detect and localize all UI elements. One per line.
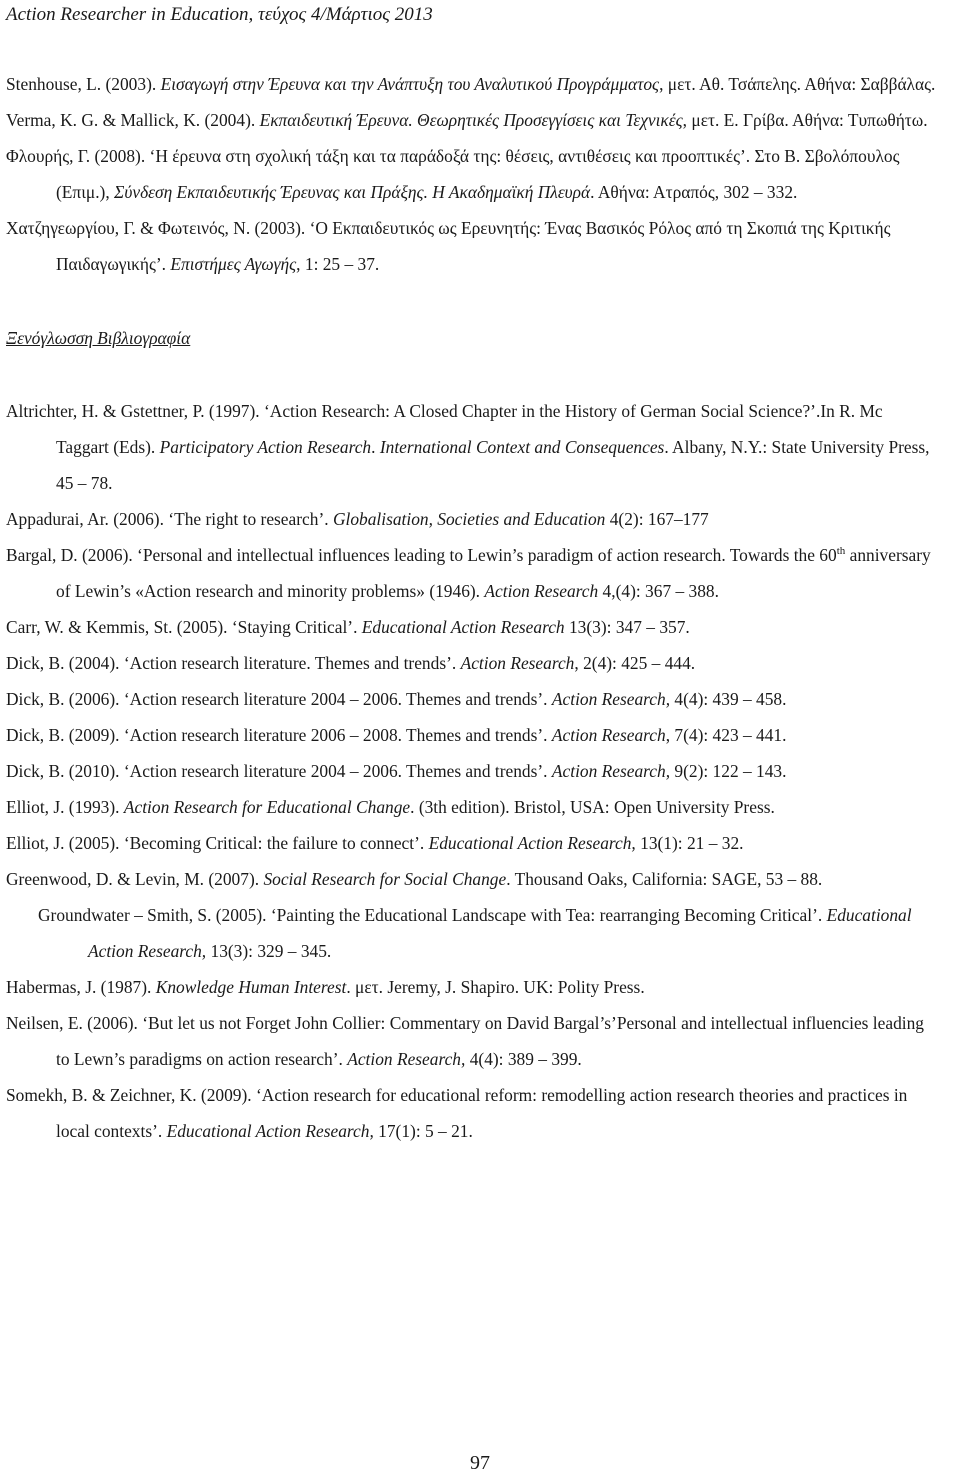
reference-text: Altrichter, H. & Gstettner, P. (1997). ‘Action Research: A Closed Chapter in the History of German Social Science?’.In R. Mc Taggart (Eds). [6, 401, 883, 457]
reference-text: Dick, B. (2010). ‘Action research literature 2004 – 2006. Themes and trends’. [6, 761, 552, 781]
reference-text: . Thousand Oaks, California: SAGE, 53 – 88. [506, 869, 823, 889]
reference-text: Stenhouse, L. (2003). [6, 74, 161, 94]
reference-text: Neilsen, E. (2006). ‘But let us not Forget John Collier: Commentary on David Bargal’s’Personal and intellectual influencies leading to Lewn’s paradigms on action research’. [6, 1013, 924, 1069]
reference-italic-text: Επιστήμες Αγωγής [170, 254, 297, 274]
reference-text: , 2(4): 425 – 444. [574, 653, 696, 673]
reference-text: 4(4): 439 – 458. [670, 689, 787, 709]
reference-text: . Albany, N.Y.: State University Press, 45 – 78. [56, 437, 930, 493]
reference-italic-text: Educational Action Research, [428, 833, 636, 853]
reference-entry [6, 609, 936, 645]
reference-text: Bargal, D. (2006). ‘Personal and intellectual influences leading to Lewin’s paradigm of action research. Towards the 60 [6, 545, 837, 565]
reference-text: 13(3): 329 – 345. [206, 941, 332, 961]
reference-text: , μετ. Αθ. Τσάπελης. Αθήνα: Σαββάλας. [659, 74, 936, 94]
reference-italic-text: Participatory Action Research [159, 437, 372, 457]
reference-italic-text: Action Research for Educational Change [123, 797, 411, 817]
section-heading: Ξενόγλωσση Βιβλιογραφία [6, 328, 191, 348]
reference-text: 4(4): 389 – 399. [465, 1049, 582, 1069]
reference-text: Carr, W. & Kemmis, St. (2005). ‘Staying Critical’. [6, 617, 362, 637]
reference-text: 13(1): 21 – 32. [635, 833, 744, 853]
reference-italic-text: Action Research, [551, 761, 671, 781]
reference-entry [6, 825, 936, 861]
reference-entry [6, 861, 936, 897]
reference-italic-text: Action Research [551, 725, 666, 745]
reference-text: Elliot, J. (1993). [6, 797, 124, 817]
reference-entry [6, 393, 936, 501]
reference-text: . Αθήνα: Ατραπός, 302 – 332. [590, 182, 798, 202]
reference-italic-text: Knowledge Human Interest [155, 977, 347, 997]
reference-text: , 1: 25 – 37. [296, 254, 380, 274]
reference-text: Χατζηγεωργίου, Γ. & Φωτεινός, Ν. (2003). ‘Ο Εκπαιδευτικός ως Ερευνητής: Ένας Βασικός Ρόλος από τη Σκοπιά της Κριτικής Παιδαγωγικής’. [6, 218, 891, 274]
reference-text: Habermas, J. (1987). [6, 977, 156, 997]
reference-italic-text: Σύνδεση Εκπαιδευτικής Έρευνας και Πράξης. Η Ακαδημαϊκή Πλευρά [114, 182, 591, 202]
reference-text: Greenwood, D. & Levin, M. (2007). [6, 869, 264, 889]
bibliography [6, 66, 936, 1149]
reference-text: , 7(4): 423 – 441. [665, 725, 787, 745]
reference-entry [6, 753, 936, 789]
reference-italic-text: Educational Action Research, [88, 905, 912, 961]
reference-text: Appadurai, Ar. (2006). ‘The right to research’. [6, 509, 333, 529]
reference-text: Dick, B. (2009). ‘Action research literature 2006 – 2008. Themes and trends’. [6, 725, 552, 745]
reference-text: 9(2): 122 – 143. [670, 761, 787, 781]
reference-entry [6, 537, 936, 609]
reference-entry [6, 102, 936, 138]
reference-text: 4(2): 167–177 [605, 509, 709, 529]
reference-entry [6, 501, 936, 537]
reference-entry [6, 897, 936, 969]
reference-entry [6, 789, 936, 825]
reference-entry [6, 717, 936, 753]
reference-italic-text: Educational Action Research [361, 617, 565, 637]
greek-reference-list [6, 66, 936, 282]
reference-italic-text: Εισαγωγή στην Έρευνα και την Ανάπτυξη του Αναλυτικού Προγράμματος [160, 74, 660, 94]
reference-text: Dick, B. (2006). ‘Action research literature 2004 – 2006. Themes and trends’. [6, 689, 552, 709]
reference-text: 13(3): 347 – 357. [564, 617, 690, 637]
reference-text: Dick, B. (2004). ‘Action research literature. Themes and trends’. [6, 653, 461, 673]
reference-entry [6, 645, 936, 681]
reference-text: Verma, K. G. & Mallick, K. (2004). [6, 110, 260, 130]
reference-italic-text: Social Research for Social Change [263, 869, 507, 889]
reference-italic-text: Globalisation, Societies and Education [332, 509, 606, 529]
reference-entry [6, 1005, 936, 1077]
page-number: 97 [470, 1452, 490, 1474]
reference-entry [6, 969, 936, 1005]
reference-entry [6, 681, 936, 717]
foreign-reference-list [6, 393, 936, 1149]
reference-text: . μετ. Jeremy, J. Shapiro. UK: Polity Press. [346, 977, 645, 997]
reference-text: th [836, 545, 846, 558]
reference-italic-text: Action Research [484, 581, 599, 601]
reference-text: . (3th edition). Bristol, USA: Open University Press. [410, 797, 775, 817]
reference-text: Φλουρής, Γ. (2008). ‘Η έρευνα στη σχολική τάξη και τα παράδοξά της: θέσεις, αντιθέσεις και προοπτικές’. Στο Β. Σβολόπουλος (Επιμ.), [6, 146, 900, 202]
reference-italic-text: Action Research [460, 653, 575, 673]
reference-text: 4,(4): 367 – 388. [598, 581, 719, 601]
reference-italic-text: International Context and Consequences [379, 437, 665, 457]
reference-text: Elliot, J. (2005). ‘Becoming Critical: the failure to connect’. [6, 833, 429, 853]
running-header: Action Researcher in Education, τεύχος 4/Μάρτιος 2013 [6, 4, 433, 25]
reference-entry [6, 66, 936, 102]
reference-text: , μετ. Ε. Γρίβα. Αθήνα: Τυπωθήτω. [682, 110, 928, 130]
reference-italic-text: Action Research, [347, 1049, 466, 1069]
reference-italic-text: Action Research, [551, 689, 671, 709]
reference-text: . [371, 437, 380, 457]
reference-entry [6, 1077, 936, 1149]
reference-text: Somekh, B. & Zeichner, K. (2009). ‘Action research for educational reform: remodelling action research theories and practices in local contexts’. [6, 1085, 908, 1141]
reference-text: 17(1): 5 – 21. [373, 1121, 473, 1141]
reference-italic-text: Educational Action Research, [166, 1121, 374, 1141]
reference-entry [6, 210, 936, 282]
reference-text: anniversary of Lewin’s «Action research and minority problems» (1946). [56, 545, 931, 601]
reference-italic-text: Εκπαιδευτική Έρευνα. Θεωρητικές Προσεγγίσεις και Τεχνικές [259, 110, 683, 130]
reference-text: Groundwater – Smith, S. (2005). ‘Painting the Educational Landscape with Tea: rearranging Becoming Critical’. [38, 905, 827, 925]
reference-entry [6, 138, 936, 210]
